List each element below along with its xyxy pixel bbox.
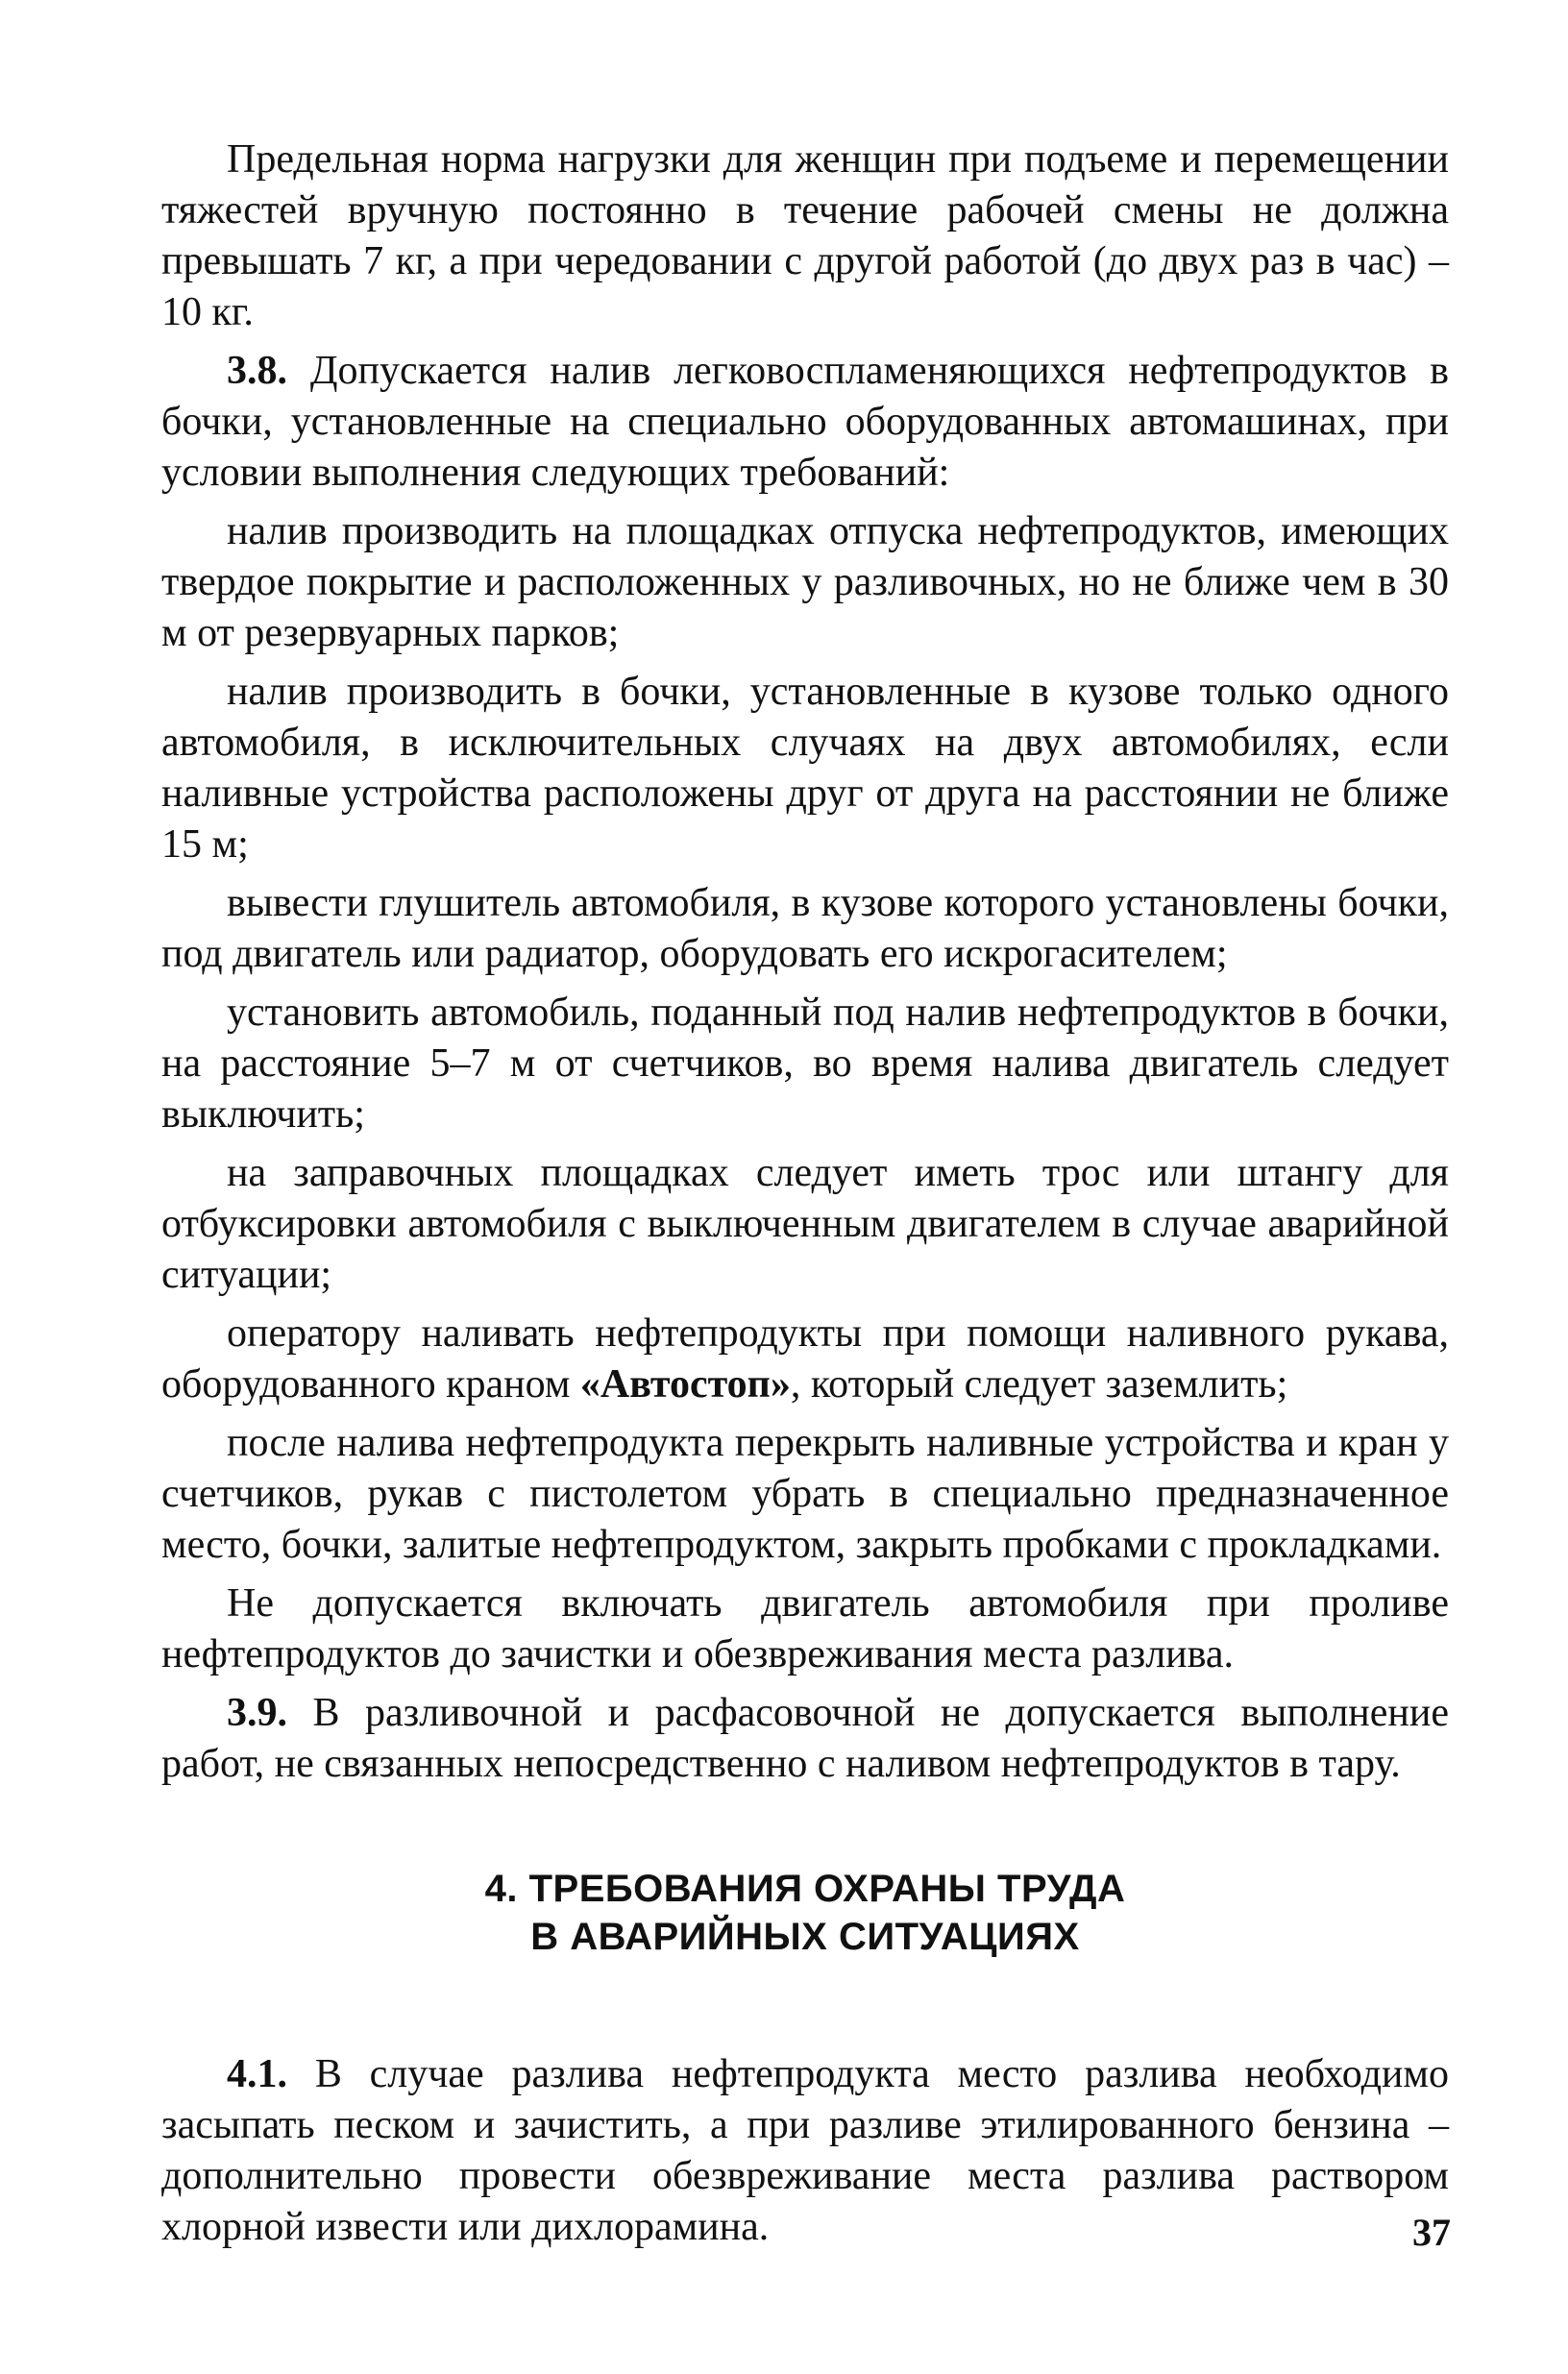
paragraph-3-8 (161, 346, 1449, 499)
paragraph-women-load-limit (161, 135, 1449, 338)
paragraph-text: В случае разлива нефтепродукта место разлива необходимо засыпать песком и зачистить, а при разливе этилированного бензина – дополнительно провести обезвреживание места разлива раствором хлорной извести или дихлорамина. (161, 2052, 1449, 2249)
paragraph-number: 4.1. (227, 2052, 287, 2096)
section-heading (161, 1865, 1449, 1961)
page-body (161, 135, 1449, 2253)
paragraph-text: на заправочных площадках следует иметь трос или штангу для отбуксировки автомобиля с выключенным двигателем в случае аварийной ситуации; (161, 1151, 1449, 1297)
paragraph-text: оператору наливать нефтепродукты при помощи наливного рукава, оборудованного краном (161, 1311, 1449, 1407)
paragraph-text: налив производить на площадках отпуска нефтепродуктов, имеющих твердое покрытие и расположенных у разливочных, но не ближе чем в 30 м от резервуарных парков; (161, 509, 1449, 655)
paragraph-text: установить автомобиль, поданный под налив нефтепродуктов в бочки, на расстояние 5–7 м от счетчиков, во время налива двигатель следует выключить; (161, 991, 1449, 1137)
paragraph-4-1 (161, 2049, 1449, 2253)
paragraph-3-9 (161, 1688, 1449, 1790)
paragraph-text: после налива нефтепродукта перекрыть наливные устройства и кран у счетчиков, рукав с пистолетом убрать в специально предназначенное место, бочки, залитые нефтепродуктом, закрыть пробками с прокладками. (161, 1421, 1449, 1567)
paragraph-text: вывести глушитель автомобиля, в кузове которого установлены бочки, под двигатель или радиатор, оборудовать его искрогасителем; (161, 881, 1449, 976)
requirement-item (161, 878, 1449, 980)
requirement-item-autostop (161, 1309, 1449, 1410)
section-heading-line-2: В АВАРИЙНЫХ СИТУАЦИЯХ (530, 1916, 1080, 1958)
paragraph-text: В разливочной и расфасовочной не допускается выполнение работ, не связанных непосредственно с наливом нефтепродуктов в тару. (161, 1691, 1449, 1786)
paragraph-engine-ban (161, 1579, 1449, 1680)
page-number: 37 (1412, 2211, 1451, 2254)
requirement-item (161, 667, 1449, 870)
paragraph-text: , который следует заземлить; (790, 1362, 1288, 1407)
paragraph-number: 3.8. (227, 349, 287, 393)
section-heading-line-1: 4. ТРЕБОВАНИЯ ОХРАНЫ ТРУДА (484, 1868, 1126, 1910)
paragraph-text: Допускается налив легковоспламеняющихся нефтепродуктов в бочки, установленные на специально оборудованных автомашинах, при условии выполнения следующих требований: (161, 349, 1449, 495)
requirement-item (161, 1418, 1449, 1571)
requirement-item (161, 988, 1449, 1140)
paragraph-number: 3.9. (227, 1691, 287, 1735)
paragraph-text: Не допускается включать двигатель автомобиля при проливе нефтепродуктов до зачистки и обезвреживания места разлива. (161, 1581, 1449, 1676)
requirement-item (161, 1148, 1449, 1301)
paragraph-text: налив производить в бочки, установленные в кузове только одного автомобиля, в исключительных случаях на двух автомобилях, если наливные устройства расположены друг от друга на расстоянии не ближе 15 м; (161, 670, 1449, 867)
paragraph-text: Предельная норма нагрузки для женщин при подъеме и перемещении тяжестей вручную постоянно в течение рабочей смены не должна превышать 7 кг, а при чередовании с другой работой (до двух раз в час) – 10 кг. (161, 137, 1449, 334)
requirement-item (161, 506, 1449, 659)
autostop-term: «Автостоп» (579, 1362, 791, 1407)
